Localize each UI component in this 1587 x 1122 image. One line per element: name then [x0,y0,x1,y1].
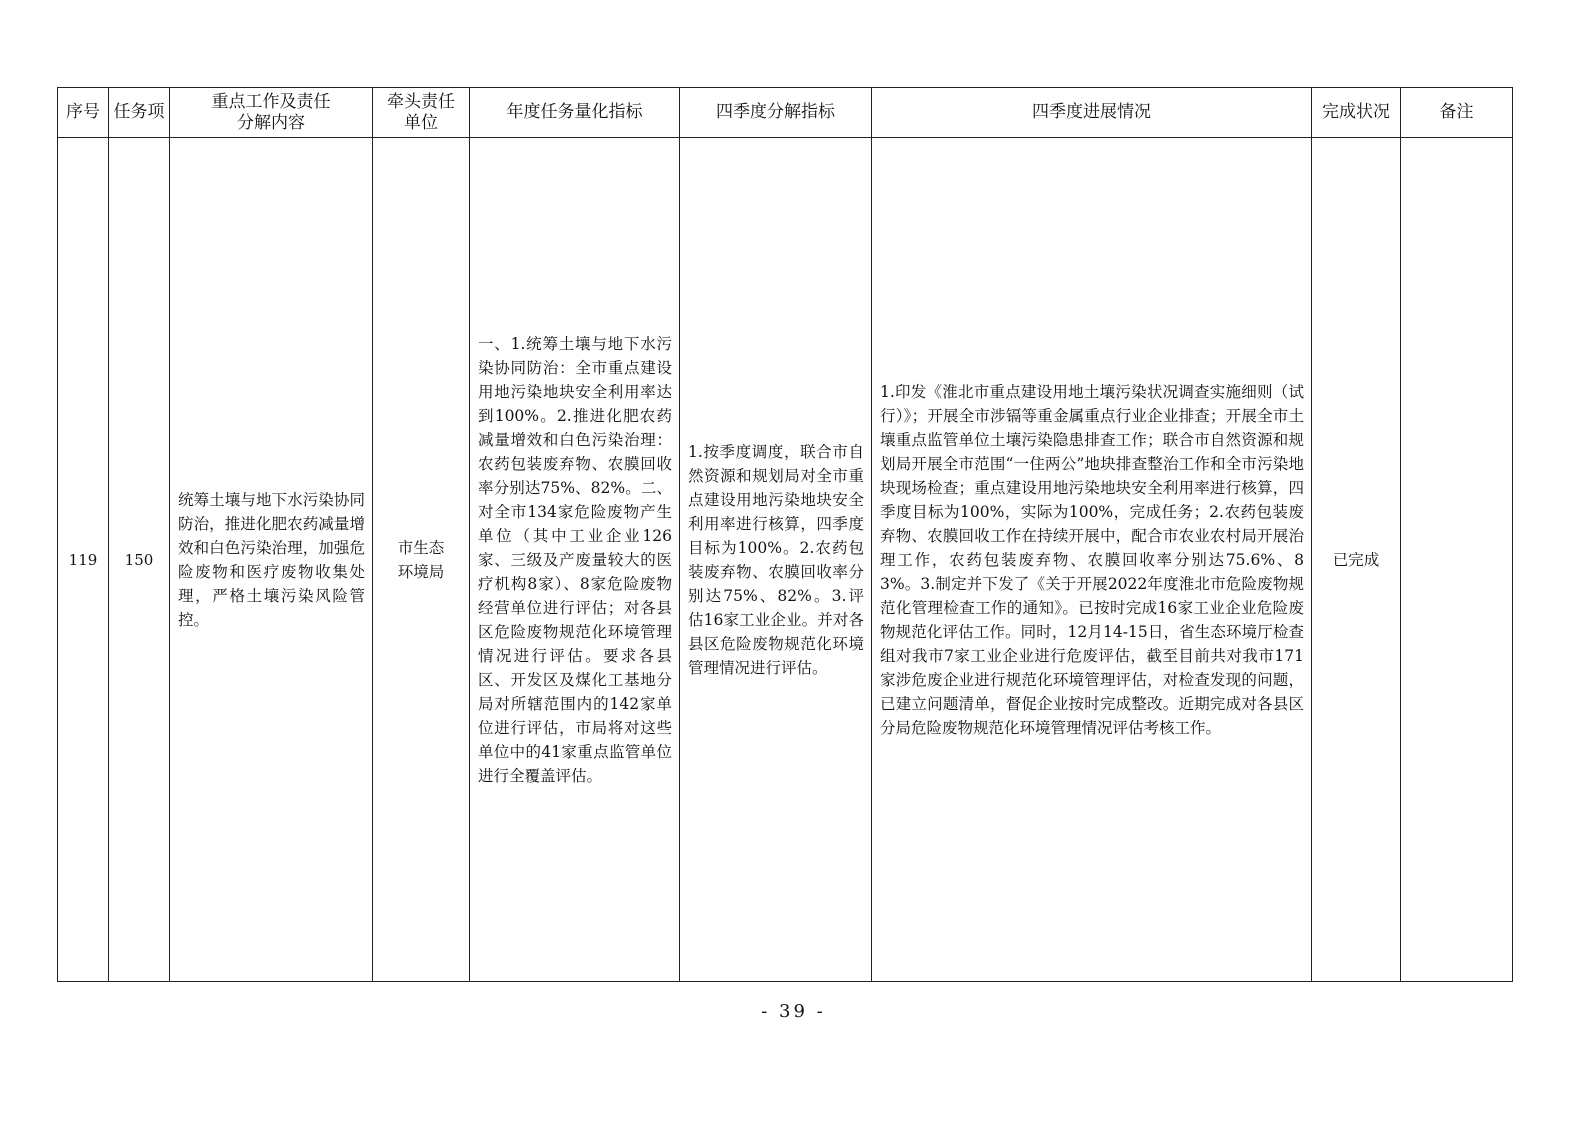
header-work-content-line1: 重点工作及责任 [211,91,331,112]
header-row [58,88,1513,138]
page-number: - 39 - [761,1001,826,1022]
header-lead-unit-line1: 牵头责任 [387,91,455,112]
header-lead-unit [373,88,470,138]
header-q4-progress: 四季度进展情况 [872,88,1312,138]
cell-lead-unit-line1: 市生态 [397,538,445,557]
header-task-no: 任务项 [109,88,170,138]
header-remarks: 备注 [1401,88,1513,138]
header-q4-indicators: 四季度分解指标 [680,88,872,138]
cell-seq: 119 [58,138,109,982]
cell-annual-indicators: 一、1.统筹土壤与地下水污染协同防治：全市重点建设用地污染地块安全利用率达到100%。2.推进化肥农药减量增效和白色污染治理：农药包装废弃物、农膜回收率分别达75%、82%。二、对全市134家危险废物产生单位（其中工业企业126家、三级及产废量较大的医疗机构8家）、8家危险废物经营单位进行评估；对各县区危险废物规范化环境管理情况进行评估。要求各县区、开发区及煤化工基地分局对所辖范围内的142家单位进行评估，市局将对这些单位中的41家重点监管单位进行全覆盖评估。 [470,138,680,982]
header-seq: 序号 [58,88,109,138]
table-header [58,88,1513,138]
header-lead-unit-line2: 单位 [404,112,438,133]
table-row [58,138,1513,982]
cell-remarks [1401,138,1513,982]
cell-status: 已完成 [1312,138,1401,982]
progress-table [57,87,1513,982]
cell-task-no: 150 [109,138,170,982]
cell-q4-indicators: 1.按季度调度，联合市自然资源和规划局对全市重点建设用地污染地块安全利用率进行核算，四季度目标为100%。2.农药包装废弃物、农膜回收率分别达75%、82%。3.评估16家工业企业。并对各县区危险废物规范化环境管理情况进行评估。 [680,138,872,982]
cell-q4-progress: 1.印发《淮北市重点建设用地土壤污染状况调查实施细则（试行）》；开展全市涉镉等重金属重点行业企业排查；开展全市土壤重点监管单位土壤污染隐患排查工作；联合市自然资源和规划局开展全市范围“一住两公”地块排查整治工作和全市污染地块现场检查；重点建设用地污染地块安全利用率进行核算，四季度目标为100%，实际为100%，完成任务；2.农药包装废弃物、农膜回收工作在持续开展中，配合市农业农村局开展治理工作，农药包装废弃物、农膜回收率分别达75.6%、83%。3.制定并下发了《关于开展2022年度淮北市危险废物规范化管理检查工作的通知》。已按时完成16家工业企业危险废物规范化评估工作。同时，12月14-15日，省生态环境厅检查组对我市7家工业企业进行危废评估，截至目前共对我市171家涉危废企业进行规范化环境管理评估，对检查发现的问题，已建立问题清单，督促企业按时完成整改。近期完成对各县区分局危险废物规范化环境管理情况评估考核工作。 [872,138,1312,982]
table-body [58,138,1513,982]
header-annual-indicators: 年度任务量化指标 [470,88,680,138]
header-work-content [170,88,373,138]
cell-lead-unit [373,138,470,982]
header-status: 完成状况 [1312,88,1401,138]
cell-work-content: 统筹土壤与地下水污染协同防治，推进化肥农药减量增效和白色污染治理，加强危险废物和医疗废物收集处理，严格土壤污染风险管控。 [170,138,373,982]
cell-lead-unit-line2: 环境局 [397,562,445,581]
header-work-content-line2: 分解内容 [237,112,305,133]
